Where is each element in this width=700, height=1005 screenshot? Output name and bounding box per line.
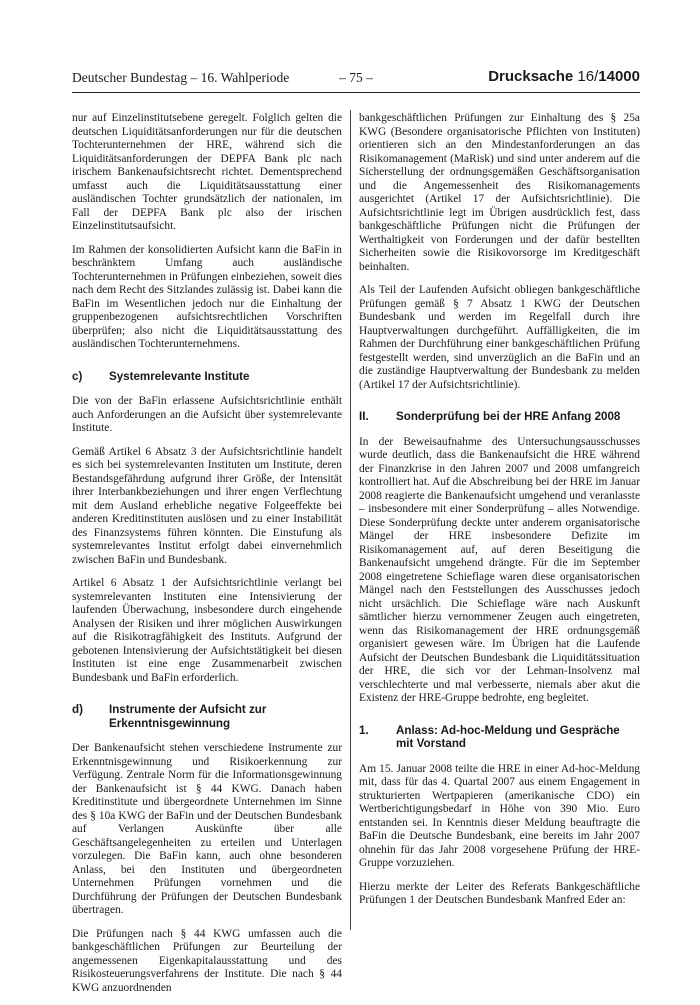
page-header: [72, 68, 640, 90]
paragraph: bankgeschäftlichen Prüfungen zur Einhaltung des § 25a KWG (Besondere organisatorische Pflichten von Instituten) orientieren sich an den Mindestanforderungen an das Risikomanagement (MaRisk) und sind unter anderem auf die Sicherstellung der ordnungsgemäßen Geschäftsorganisation und die Angemessenheit des Risikomanagements ausgerichtet (Artikel 17 der Aufsichtsrichtlinie). Die Aufsichtsrichtlinie legt im Übrigen ausdrücklich fest, dass bankgeschäftliche Prüfungen nicht die Prüfungen der Werthaltigkeit von Forderungen und der dafür bestellten Sicherheiten sowie die Risikovorsorge im Kreditgeschäft beinhalten.: [359, 112, 640, 273]
header-rule: [72, 92, 640, 93]
heading-number: c): [72, 369, 83, 383]
paragraph: Die Prüfungen nach § 44 KWG umfassen auch die bankgeschäftlichen Prüfungen zur Beurteilung der angemessenen Eigenkapitalausstattung und des Risikosteuerungsverfahrens der Institute. Die nach § 44 KWG anzuordnenden: [72, 927, 342, 994]
section-heading-d: [72, 703, 342, 730]
paragraph: Der Bankenaufsicht stehen verschiedene Instrumente zur Erkenntnisgewinnung und Risikoerkennung zur Verfügung. Zentrale Norm für die Informationsgewinnung der Bankenaufsicht ist § 44 KWG. Danach haben Kreditinstitute und übergeordnete Unternehmen im Sinne des § 10a KWG der BaFin und der Deutschen Bundesbank auf Verlangen Auskünfte über alle Geschäftsangelegenheiten zu erteilen und Unterlagen vorzulegen. Die BaFin kann, auch ohne besonderen Anlass, bei den Instituten und übergeordneten Unternehmen Prüfungen vornehmen und die Durchführung der Prüfungen der Deutschen Bundesbank übertragen.: [72, 742, 342, 916]
paragraph: Gemäß Artikel 6 Absatz 3 der Aufsichtsrichtlinie handelt es sich bei systemrelevanten Instituten um Institute, deren Bestandsgefährdung aufgrund ihrer Größe, der Intensität ihrer Interbankbeziehungen und ihrer engen Verflechtung mit dem Ausland erhebliche negative Folgeeffekte bei anderen Kreditinstituten auslösen und zu einer Instabilität des Finanzsystems führen könnten. Die Einstufung als systemrelevantes Institut erfolgt dabei einvernehmlich zwischen BaFin und Bundesbank.: [72, 445, 342, 566]
paragraph: Artikel 6 Absatz 1 der Aufsichtsrichtlinie verlangt bei systemrelevanten Instituten eine Intensivierung der laufenden Überwachung, insbesondere durch eingehende Analysen der Risiken und ihrer möglichen Auswirkungen auf die Risikotragfähigkeit des Instituts. Aufgrund der gebotenen Intensivierung der Aufsichtstätigkeit bei diesen Instituten ist eine enge Zusammenarbeit zwischen Bundesbank und BaFin erforderlich.: [72, 577, 342, 684]
document-period: 16/: [577, 68, 599, 85]
heading-number: d): [72, 703, 83, 716]
section-heading-ii: [359, 410, 640, 424]
heading-title: Anlass: Ad-hoc-Meldung und Gespräche mit Vorstand: [396, 723, 620, 750]
section-heading-c: [72, 370, 342, 384]
heading-title: Sonderprüfung bei der HRE Anfang 2008: [396, 410, 621, 423]
paragraph: Am 15. Januar 2008 teilte die HRE in einer Ad-hoc-Meldung mit, dass für das 4. Quartal 2007 aus einem Engagement in strukturierten Wertpapieren (amerikanische CDO) ein Wertberichtigungsbedarf in Höhe von 390 Mio. Euro entstanden sei. In Kenntnis dieser Meldung beauftragte die BaFin die Deutsche Bundesbank, eine bereits im Jahr 2007 ohnehin für das Jahr 2008 vorgesehene Prüfung der HRE-Gruppe vorzuziehen.: [359, 762, 640, 869]
paragraph: Im Rahmen der konsolidierten Aufsicht kann die BaFin in beschränktem Umfang auch ausländische Tochterunternehmen in Prüfungen einbeziehen, soweit dies nach dem Recht des Sitzlandes zulässig ist. Dabei kann die BaFin im Wesentlichen jedoch nur die Einhaltung der gruppenbezogenen aufsichtsrechtlichen Vorschriften überprüfen; also nicht die Liquiditätsausstattung des ausländischen Tochterunternehmens.: [72, 243, 342, 350]
header-publication: Deutscher Bundestag – 16. Wahlperiode: [72, 70, 290, 85]
right-column: [359, 112, 640, 918]
paragraph: Die von der BaFin erlassene Aufsichtsrichtlinie enthält auch Anforderungen an die Aufsicht über systemrelevante Institute.: [72, 395, 342, 434]
paragraph: Als Teil der Laufenden Aufsicht obliegen bankgeschäftliche Prüfungen gemäß § 7 Absatz 1 KWG der Deutschen Bundesbank und werden im Regelfall durch ihre Hauptverwaltungen durchgeführt. Auffälligkeiten, die im Rahmen der Durchführung einer bankgeschäftlichen Prüfung festgestellt werden, sind unverzüglich an die BaFin und an die zuständige Hauptverwaltung der Bundesbank zu melden (Artikel 17 der Aufsichtsrichtlinie).: [359, 284, 640, 391]
paragraph: In der Beweisaufnahme des Untersuchungsausschusses wurde deutlich, dass die Bankenaufsicht die HRE während der Finanzkrise in den Jahren 2007 und 2008 umfangreich kontrolliert hat. Auf die Abschreibung bei der HRE im Januar 2008 reagierte die Bankenaufsicht umgehend und veranlasste – insbesondere mit einer Sonderprüfung – alles Notwendige. Diese Sonderprüfung deckte unter anderem organisatorische Mängel der HRE insbesondere Defizite im Risikomanagement auf, auf deren Beseitigung die Bankenaufsicht umgehend drängte. Für die im September 2008 eingetretene Schieflage waren diese organisatorischen Mängel nach den Feststellungen des Ausschusses jedoch nicht ursächlich. Die Schieflage wäre nach Auskunft sämtlicher hierzu vernommener Zeugen auch eingetreten, wenn das Risikomanagement der HRE ordnungsgemäß organisiert gewesen wäre. Im Übrigen hat die Laufende Aufsicht der Deutschen Bundesbank die Liquiditätssituation der HRE, die sich vor der Lehman-Insolvenz mal verschlechterte und mal verbesserte, niemals aber akut die Existenz der HRE-Gruppe bedrohte, eng begleitet.: [359, 435, 640, 704]
page-number: – 75 –: [339, 70, 373, 85]
document-prefix: Drucksache: [488, 68, 574, 85]
paragraph: Hierzu merkte der Leiter des Referats Bankgeschäftliche Prüfungen 1 der Deutschen Bundesbank Manfred Eder an:: [359, 880, 640, 906]
heading-number: II.: [359, 410, 369, 423]
document-number: [488, 68, 640, 85]
heading-number: 1.: [359, 723, 369, 737]
document-id: 14000: [598, 68, 640, 85]
column-divider: [350, 110, 351, 930]
heading-title: Instrumente der Aufsicht zur Erkenntnisgewinnung: [109, 703, 267, 730]
paragraph: nur auf Einzelinstitutsebene geregelt. Folglich gelten die deutschen Liquiditätsanforderungen nur für die deutschen Tochterunternehmen der HRE, während sich die Liquiditätsanforderungen der DEPFA Bank plc nach irischem Bankenaufsichtsrecht richtet. Dementsprechend umfasst auch die Liquiditätsausstattung einer ausländischen Tochter grundsätzlich der nationalen, im Fall der DEPFA Bank plc also der irischen Einzelinstitutsaufsicht.: [72, 112, 342, 232]
section-heading-1: [359, 724, 640, 751]
heading-title: Systemrelevante Institute: [109, 369, 250, 383]
left-column: [72, 112, 342, 1005]
